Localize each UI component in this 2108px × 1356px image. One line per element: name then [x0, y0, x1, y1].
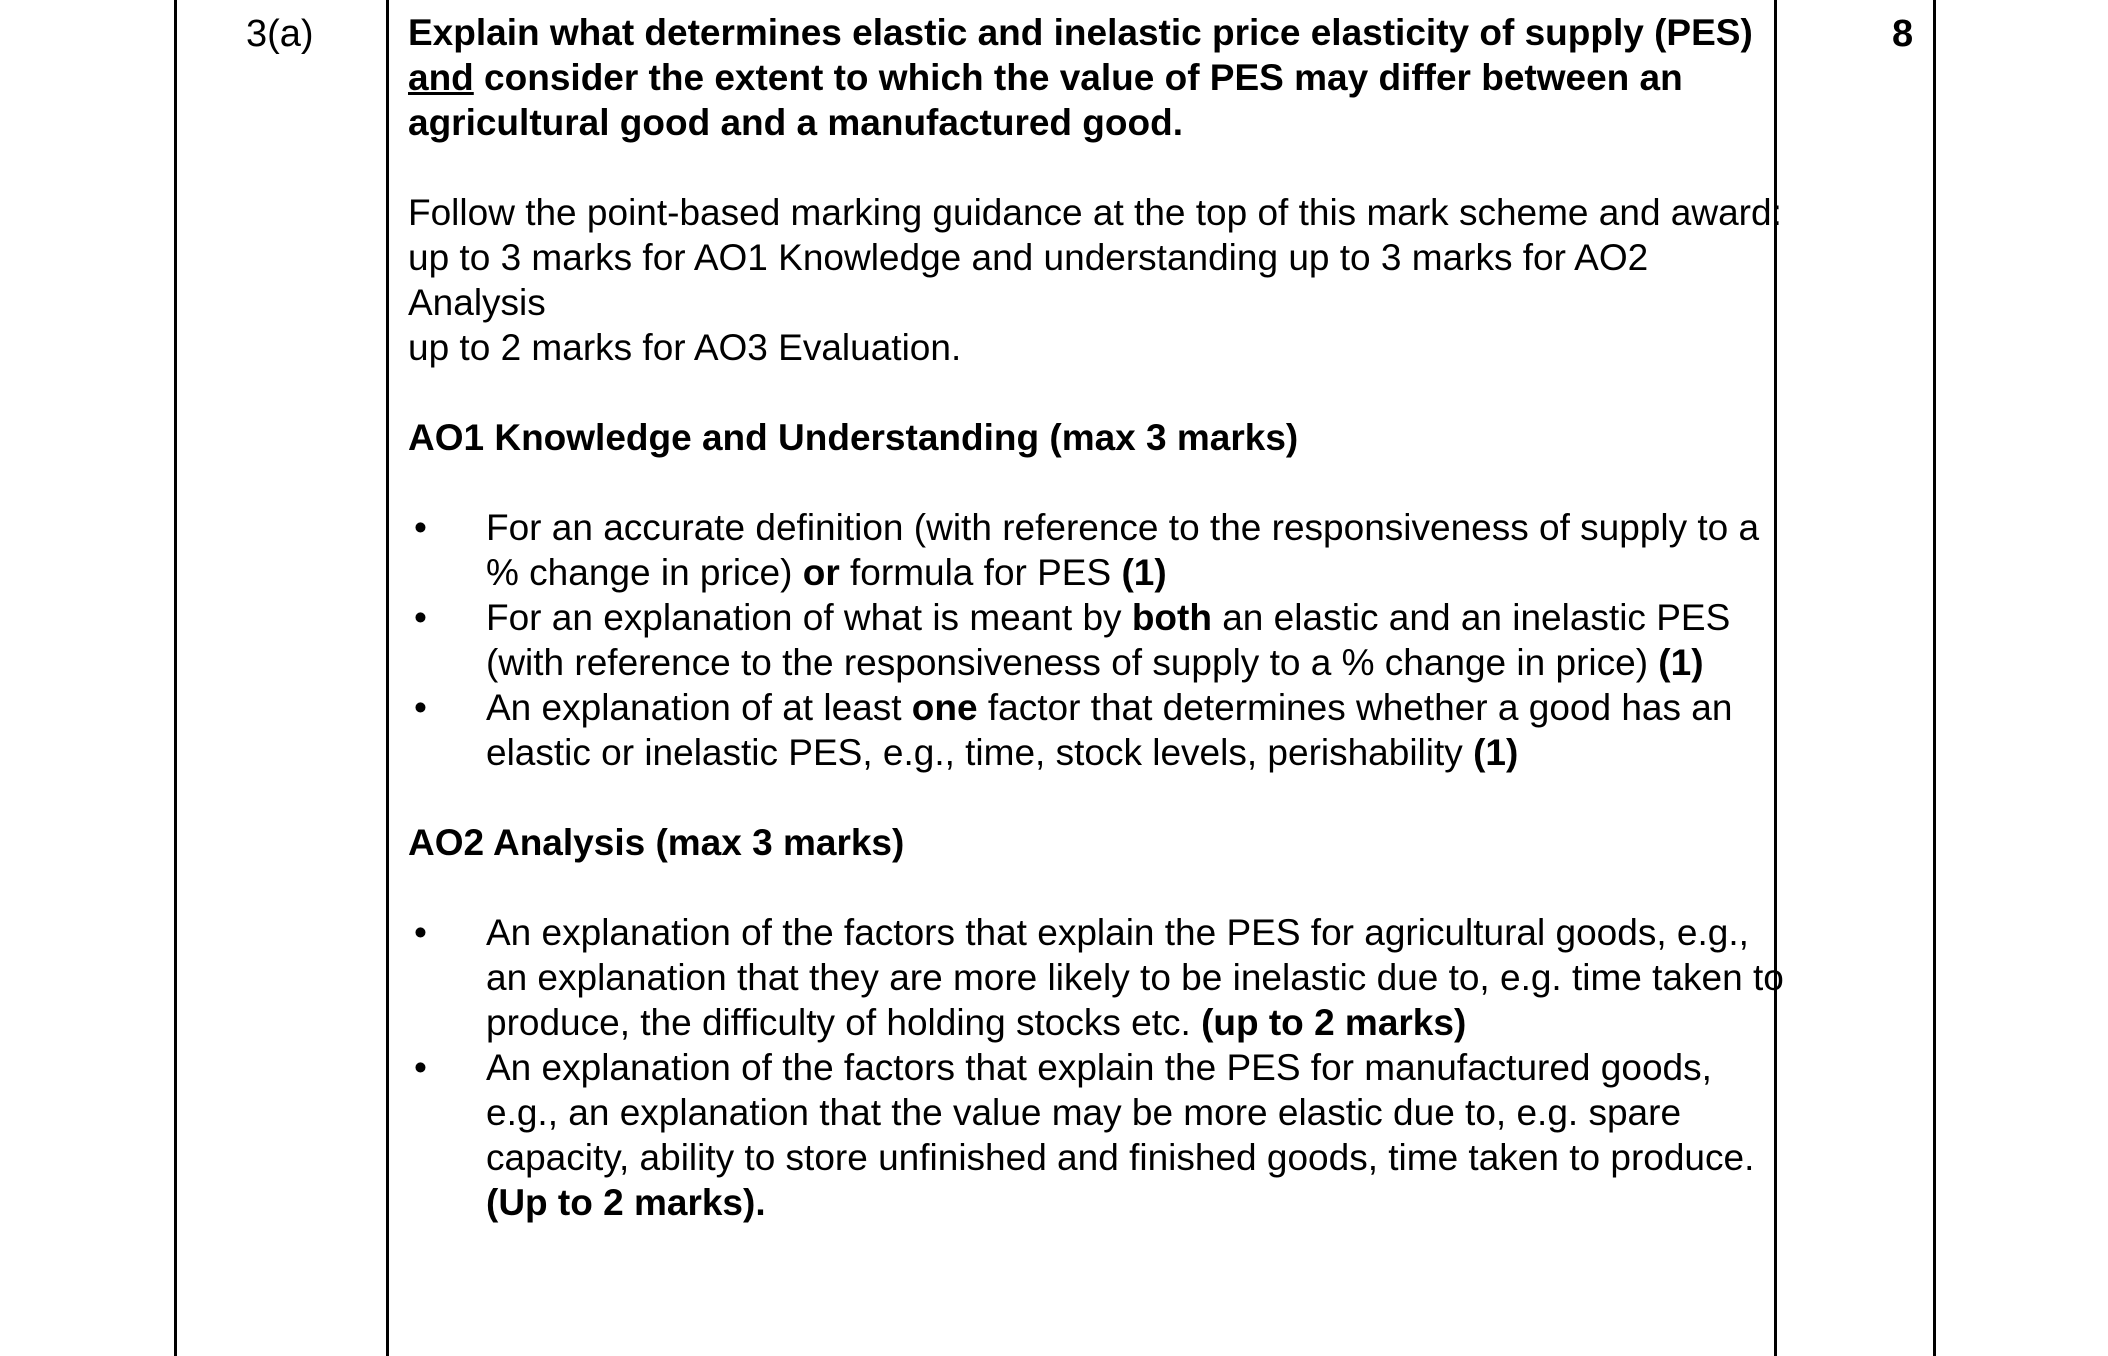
ao1-b2-mark: (1): [1658, 642, 1704, 683]
table-divider-question: [386, 0, 389, 1356]
table-border-right: [1933, 0, 1936, 1356]
list-item: [408, 505, 1788, 595]
guidance-line-3: up to 2 marks for AO3 Evaluation.: [408, 327, 962, 368]
question-number: 3(a): [246, 13, 314, 55]
ao1-b1-or: or: [802, 552, 840, 593]
guidance-line-1: Follow the point-based marking guidance at the top of this mark scheme and award:: [408, 192, 1782, 233]
ao2-b1-text: An explanation of the factors that explain the PES for agricultural goods, e.g., an explanation that they are more likely to be inelastic due to, e.g. time taken to produce, the difficulty of holding stocks etc.: [486, 912, 1784, 1043]
list-item: [408, 910, 1788, 1045]
list-item: [408, 595, 1788, 685]
ao1-b1-text: For an accurate definition (with reference to the responsiveness of supply to a % change in price): [486, 507, 1760, 593]
answer-guidance: [408, 10, 1788, 1270]
bullet-icon: •: [414, 1047, 427, 1088]
ao1-b1-text-2: formula for PES: [839, 552, 1122, 593]
bullet-icon: •: [414, 687, 427, 728]
ao1-b3-mark: (1): [1473, 732, 1519, 773]
ao1-b3-text: An explanation of at least: [486, 687, 912, 728]
ao2-list: [408, 910, 1788, 1225]
question-heading: [408, 10, 1788, 145]
bullet-icon: •: [414, 912, 427, 953]
guidance-line-2: up to 3 marks for AO1 Knowledge and understanding up to 3 marks for AO2 Analysis: [408, 237, 1649, 323]
bullet-icon: •: [414, 597, 427, 638]
heading-text-2: consider the extent to which the value of PES may differ between an agricultural good and a manufactured good.: [408, 57, 1683, 143]
ao1-b2-text: For an explanation of what is meant by: [486, 597, 1132, 638]
ao1-b1-mark: (1): [1121, 552, 1167, 593]
ao1-b2-text-2: an elastic and an inelastic PES (with reference to the responsiveness of supply to a % change in price): [486, 597, 1731, 683]
ao2-b2-mark: (Up to 2 marks).: [486, 1182, 766, 1223]
ao1-b3-one: one: [911, 687, 978, 728]
ao2-title: AO2 Analysis (max 3 marks): [408, 822, 905, 863]
heading-underlined-word: and: [408, 57, 474, 98]
ao1-list: [408, 505, 1788, 775]
table-border-left: [174, 0, 177, 1356]
marking-guidance: [408, 190, 1788, 370]
list-item: [408, 685, 1788, 775]
ao2-b2-text: An explanation of the factors that explain the PES for manufactured goods, e.g., an explanation that the value may be more elastic due to, e.g. spare capacity, ability to store unfinished and finished goods, time taken to produce.: [486, 1047, 1755, 1178]
ao2-b1-mark: (up to 2 marks): [1201, 1002, 1467, 1043]
ao1-b2-both: both: [1131, 597, 1212, 638]
heading-text-1: Explain what determines elastic and inelastic price elasticity of supply (PES): [408, 12, 1753, 53]
list-item: [408, 1045, 1788, 1225]
ao1-b3-text-2: factor that determines whether a good has an elastic or inelastic PES, e.g., time, stock levels, perishability: [486, 687, 1733, 773]
ao1-title: AO1 Knowledge and Understanding (max 3 marks): [408, 417, 1299, 458]
question-marks: 8: [1892, 13, 1914, 55]
bullet-icon: •: [414, 507, 427, 548]
